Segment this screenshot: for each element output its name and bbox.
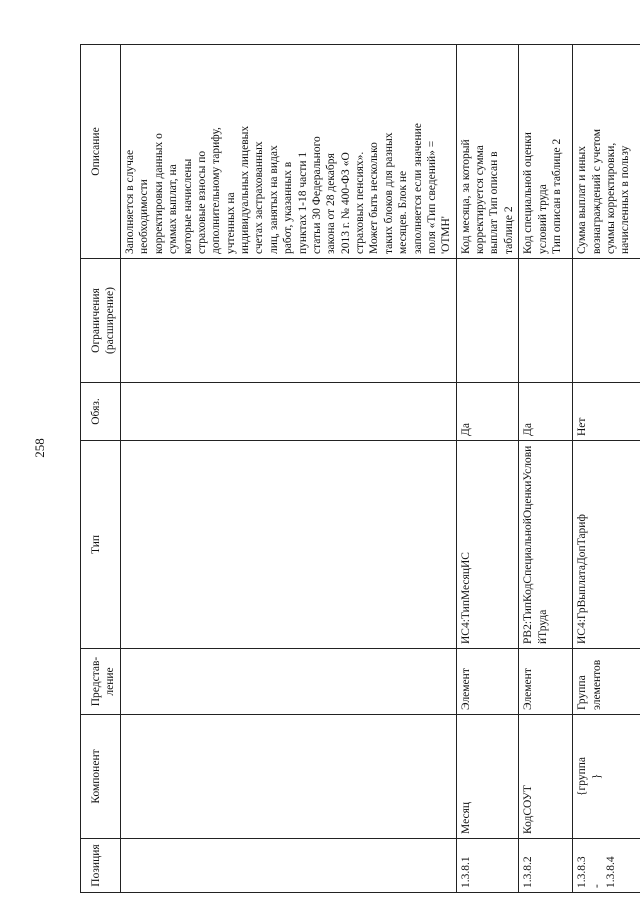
schema-table xyxy=(80,44,640,893)
col-header-required: Обяз. xyxy=(81,383,121,441)
cell-type: РВ2:ТипКодСпециальнойОценкиУсловийТруда xyxy=(519,441,573,649)
cell-type xyxy=(121,441,457,649)
cell-required: Да xyxy=(456,383,519,441)
cell-restrictions xyxy=(456,259,519,383)
cell-required: Нет xyxy=(573,383,640,441)
page-number: 258 xyxy=(31,438,47,458)
cell-component: КодСОУТ xyxy=(519,715,573,839)
col-header-type: Тип xyxy=(81,441,121,649)
cell-component xyxy=(121,715,457,839)
cell-component: Месяц xyxy=(456,715,519,839)
rotated-table-container xyxy=(80,45,632,893)
cell-position: 1.3.8.3 - 1.3.8.4 xyxy=(573,839,640,893)
table-row xyxy=(121,45,457,893)
cell-position: 1.3.8.1 xyxy=(456,839,519,893)
cell-representation: Элемент xyxy=(456,649,519,715)
cell-restrictions xyxy=(519,259,573,383)
cell-component: {группа } xyxy=(573,715,640,839)
cell-position xyxy=(121,839,457,893)
cell-description: Заполняется в случае необходимости корректировки данных о суммах выплат, на которые начислены страховые взносы по дополнительному тарифу, учтенных на индивидуальных лицевых счетах застрахованных лиц, занятых на видах работ, указанных в пунктах 1-18 части 1 статьи 30 Федерального закона от 28 декабря 2013 г. № 400-ФЗ «О страховых пенсиях». Может быть несколько таких блоков для разных месяцев. Блок не заполняется если значение поля «Тип сведений» = 'ОТМН' xyxy=(121,45,457,259)
cell-required: Да xyxy=(519,383,573,441)
cell-required xyxy=(121,383,457,441)
cell-type: ИС4:ГрВыплатаДопТариф xyxy=(573,441,640,649)
table-row xyxy=(519,45,573,893)
header-row xyxy=(81,45,121,893)
col-header-description: Описание xyxy=(81,45,121,259)
cell-representation: Элемент xyxy=(519,649,573,715)
cell-type: ИС4:ТипМесяцИС xyxy=(456,441,519,649)
col-header-representation: Представ- ление xyxy=(81,649,121,715)
cell-representation: Группа элементов xyxy=(573,649,640,715)
cell-representation xyxy=(121,649,457,715)
cell-description: Код месяца, за который корректируется сумма выплат Тип описан в таблице 2 xyxy=(456,45,519,259)
col-header-position: Позиция xyxy=(81,839,121,893)
cell-description: Код специальной оценки условий труда Тип описан в таблице 2 xyxy=(519,45,573,259)
table-row xyxy=(456,45,519,893)
cell-restrictions xyxy=(573,259,640,383)
cell-restrictions xyxy=(121,259,457,383)
cell-description: Сумма выплат и иных вознаграждений с учетом суммы корректировки, начисленных в пользу xyxy=(573,45,640,259)
cell-position: 1.3.8.2 xyxy=(519,839,573,893)
col-header-restrictions: Ограничения (расширение) xyxy=(81,259,121,383)
col-header-component: Компонент xyxy=(81,715,121,839)
table-row xyxy=(573,45,640,893)
